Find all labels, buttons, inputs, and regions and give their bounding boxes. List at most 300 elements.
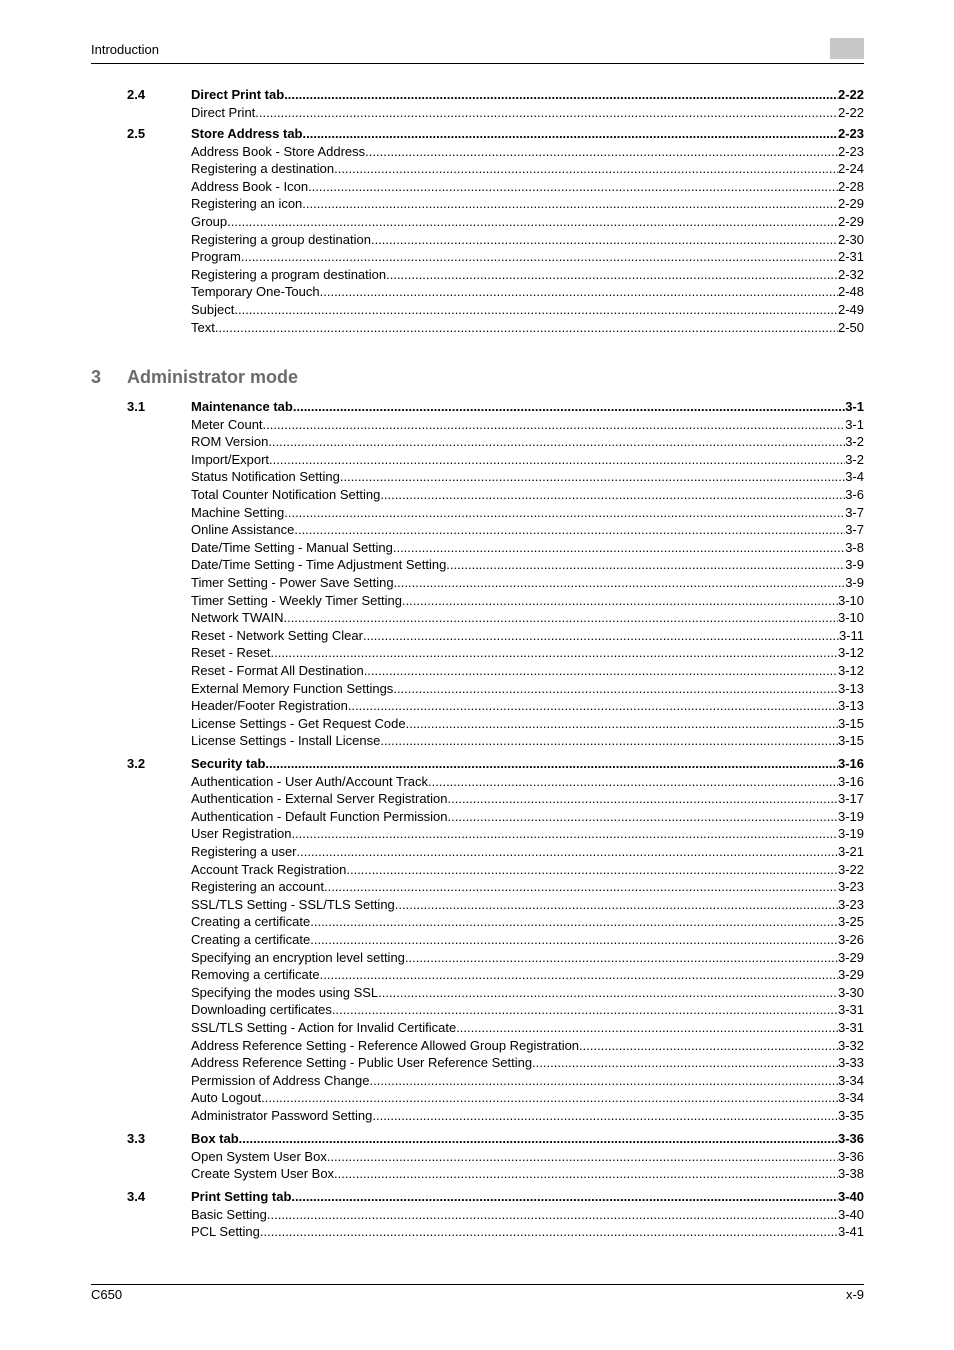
- dot-leader: [234, 301, 838, 319]
- toc-entry: [191, 248, 864, 266]
- toc-item[interactable]: [91, 1054, 864, 1072]
- toc-item-page: 2-24: [837, 161, 864, 177]
- toc-item-page: 3-31: [837, 1019, 864, 1035]
- toc-item-page: 3-30: [837, 984, 864, 1000]
- toc-item[interactable]: [91, 644, 864, 662]
- toc-item-title: Authentication - Default Function Permission: [191, 808, 448, 824]
- toc-entry: [191, 231, 864, 249]
- toc-entry: [191, 416, 864, 434]
- toc-item-page: 2-28: [837, 178, 864, 194]
- toc-item-title: External Memory Function Settings: [191, 680, 394, 696]
- toc-item-title: Program: [191, 249, 241, 265]
- toc-entry: [191, 104, 864, 122]
- toc-item[interactable]: [91, 1019, 864, 1037]
- toc-item-page: 3-10: [837, 592, 864, 608]
- dot-leader: [334, 1165, 838, 1183]
- toc-entry: [191, 808, 864, 826]
- toc-item-title: Registering an account: [191, 879, 324, 895]
- toc-entry: [191, 790, 864, 808]
- section-page: 3-1: [845, 399, 864, 414]
- toc-item-page: 2-29: [837, 196, 864, 212]
- section-page: 3-16: [837, 756, 864, 771]
- dot-leader: [380, 486, 845, 504]
- toc-item-title: Permission of Address Change: [191, 1072, 370, 1088]
- toc-item[interactable]: [91, 1206, 864, 1224]
- toc-item-page: 3-23: [837, 879, 864, 895]
- toc-item[interactable]: [91, 433, 864, 451]
- toc-item-page: 3-9: [845, 557, 864, 573]
- dot-leader: [270, 644, 837, 662]
- toc-section: [91, 398, 864, 750]
- toc-item[interactable]: [91, 539, 864, 557]
- toc-item[interactable]: [91, 556, 864, 574]
- toc-item-page: 3-8: [845, 539, 864, 555]
- toc-item-page: 2-48: [837, 284, 864, 300]
- toc-item[interactable]: [91, 931, 864, 949]
- footer-model: C650: [91, 1287, 123, 1302]
- toc-item-title: License Settings - Install License: [191, 733, 381, 749]
- section-title: Store Address tab: [191, 126, 303, 141]
- toc-item[interactable]: [91, 732, 864, 750]
- toc-item-title: Header/Footer Registration: [191, 698, 348, 714]
- toc-section-heading[interactable]: [91, 125, 864, 143]
- dot-leader: [402, 592, 838, 610]
- toc-item-page: 2-29: [837, 213, 864, 229]
- toc-item-title: Address Book - Icon: [191, 178, 309, 194]
- toc-item-title: Registering a group destination: [191, 231, 371, 247]
- dot-leader: [302, 195, 838, 213]
- dot-leader: [297, 843, 838, 861]
- dot-leader: [303, 125, 838, 143]
- dot-leader: [428, 773, 838, 791]
- header-chapter-tab: [830, 38, 864, 59]
- toc-item[interactable]: [91, 609, 864, 627]
- section-number: 3.2: [127, 756, 146, 771]
- toc-entry: [191, 504, 864, 522]
- toc-item-page: 3-25: [837, 914, 864, 930]
- dot-leader: [372, 1107, 838, 1125]
- toc-entry: [191, 966, 864, 984]
- toc-section-heading[interactable]: [91, 755, 864, 773]
- toc-item-page: 3-31: [837, 1002, 864, 1018]
- toc-entry: [191, 662, 864, 680]
- toc-item[interactable]: [91, 1148, 864, 1166]
- toc-item-page: 3-19: [837, 808, 864, 824]
- dot-leader: [320, 283, 838, 301]
- section-number: 3.3: [127, 1131, 146, 1146]
- dot-leader: [579, 1037, 838, 1055]
- section-title: Direct Print tab: [191, 87, 285, 102]
- toc-item-page: 3-32: [837, 1037, 864, 1053]
- toc-item-title: Administrator Password Setting: [191, 1107, 373, 1123]
- toc-item-page: 3-38: [837, 1166, 864, 1182]
- toc-entry: [191, 195, 864, 213]
- toc-item-title: Registering a destination: [191, 161, 335, 177]
- toc-item[interactable]: [91, 861, 864, 879]
- page-footer: [91, 1284, 864, 1302]
- dot-leader: [294, 521, 845, 539]
- toc-item[interactable]: [91, 790, 864, 808]
- toc-item-page: 3-22: [837, 861, 864, 877]
- toc-entry: [191, 931, 864, 949]
- dot-leader: [393, 539, 845, 557]
- dot-leader: [395, 896, 838, 914]
- toc-item[interactable]: [91, 1001, 864, 1019]
- toc-item-page: 2-32: [837, 266, 864, 282]
- toc-entry: [191, 878, 864, 896]
- toc-item-title: Address Reference Setting - Reference Allowed Group Registration: [191, 1037, 580, 1053]
- toc-item-title: Reset - Reset: [191, 645, 271, 661]
- toc-item-title: Reset - Format All Destination: [191, 662, 364, 678]
- toc-item[interactable]: [91, 178, 864, 196]
- toc-item-title: Subject: [191, 301, 235, 317]
- toc-entry: [191, 896, 864, 914]
- toc-item[interactable]: [91, 715, 864, 733]
- toc-entry: [191, 1223, 864, 1241]
- toc-item-title: Registering a user: [191, 843, 297, 859]
- toc-item-title: SSL/TLS Setting - SSL/TLS Setting: [191, 896, 395, 912]
- toc-item[interactable]: [91, 1107, 864, 1125]
- toc-entry: [191, 773, 864, 791]
- toc-entry: [191, 825, 864, 843]
- dot-leader: [386, 266, 838, 284]
- dot-leader: [308, 178, 838, 196]
- toc-item-page: 3-17: [837, 791, 864, 807]
- toc-item-title: Direct Print: [191, 104, 256, 120]
- toc-item-title: User Registration: [191, 826, 292, 842]
- toc-section-heading[interactable]: [91, 398, 864, 416]
- dot-leader: [406, 715, 838, 733]
- toc-item-page: 3-13: [837, 698, 864, 714]
- toc-item-title: Address Reference Setting - Public User Reference Setting: [191, 1055, 533, 1071]
- toc-entry: [191, 319, 864, 337]
- dot-leader: [291, 1188, 838, 1206]
- dot-leader: [267, 1206, 838, 1224]
- toc-entry: [191, 1037, 864, 1055]
- toc-entry: [191, 486, 864, 504]
- toc-item-page: 3-6: [845, 486, 864, 502]
- dot-leader: [227, 213, 838, 231]
- toc-item-page: 3-23: [837, 896, 864, 912]
- section-title: Security tab: [191, 756, 266, 771]
- toc-item-title: Registering a program destination: [191, 266, 387, 282]
- dot-leader: [334, 160, 838, 178]
- page-header: [91, 41, 864, 64]
- toc-item-title: Creating a certificate: [191, 914, 311, 930]
- toc-item-title: Authentication - User Auth/Account Track: [191, 773, 429, 789]
- toc-item[interactable]: [91, 913, 864, 931]
- toc-item-title: Status Notification Setting: [191, 469, 340, 485]
- dot-leader: [265, 755, 838, 773]
- toc-item[interactable]: [91, 592, 864, 610]
- toc-entry: [191, 627, 864, 645]
- toc-item[interactable]: [91, 416, 864, 434]
- toc-item[interactable]: [91, 195, 864, 213]
- section-entry: [191, 1130, 864, 1148]
- toc-item[interactable]: [91, 266, 864, 284]
- toc-item-page: 3-16: [837, 773, 864, 789]
- toc-item-page: 3-33: [837, 1055, 864, 1071]
- dot-leader: [332, 1001, 838, 1019]
- toc-item-title: Registering an icon: [191, 196, 303, 212]
- toc-item-page: 3-36: [837, 1148, 864, 1164]
- section-number: 2.5: [127, 126, 146, 141]
- toc-item-title: Reset - Network Setting Clear: [191, 627, 363, 643]
- toc-entry: [191, 1206, 864, 1224]
- toc-item-page: 3-7: [845, 504, 864, 520]
- toc-item-page: 3-12: [837, 645, 864, 661]
- toc-item[interactable]: [91, 984, 864, 1002]
- toc-section: [91, 1130, 864, 1183]
- toc-item[interactable]: [91, 104, 864, 122]
- toc-item[interactable]: [91, 521, 864, 539]
- dot-leader: [269, 451, 845, 469]
- toc-entry: [191, 984, 864, 1002]
- toc-item-title: Account Track Registration: [191, 861, 347, 877]
- toc-entry: [191, 609, 864, 627]
- toc-item[interactable]: [91, 486, 864, 504]
- chapter-number: 3: [91, 367, 102, 387]
- toc-item-page: 3-15: [837, 715, 864, 731]
- dot-leader: [215, 319, 838, 337]
- toc-item-title: Text: [191, 319, 215, 335]
- toc-entry: [191, 697, 864, 715]
- section-page: 3-36: [837, 1131, 864, 1146]
- toc-item[interactable]: [91, 231, 864, 249]
- toc-section: [91, 755, 864, 1124]
- toc-item-title: Basic Setting: [191, 1206, 267, 1222]
- dot-leader: [371, 231, 838, 249]
- toc-item[interactable]: [91, 1089, 864, 1107]
- toc-item-page: 3-34: [837, 1090, 864, 1106]
- toc-item-title: Network TWAIN: [191, 610, 284, 626]
- dot-leader: [324, 878, 838, 896]
- dot-leader: [283, 609, 838, 627]
- toc-item[interactable]: [91, 697, 864, 715]
- toc-item[interactable]: [91, 213, 864, 231]
- toc-entry: [191, 266, 864, 284]
- toc-section-heading[interactable]: [91, 86, 864, 104]
- toc-entry: [191, 521, 864, 539]
- toc-entry: [191, 213, 864, 231]
- toc-entry: [191, 861, 864, 879]
- dot-leader: [340, 468, 845, 486]
- section-page: 3-40: [837, 1189, 864, 1204]
- toc-item-page: 3-10: [837, 610, 864, 626]
- toc-item-title: Meter Count: [191, 416, 263, 432]
- dot-leader: [394, 574, 846, 592]
- toc-entry: [191, 1019, 864, 1037]
- toc-item-page: 3-13: [837, 680, 864, 696]
- toc-entry: [191, 1001, 864, 1019]
- toc-item[interactable]: [91, 1165, 864, 1183]
- toc-item-title: Machine Setting: [191, 504, 285, 520]
- dot-leader: [261, 1089, 838, 1107]
- dot-leader: [456, 1019, 838, 1037]
- toc-item-page: 3-12: [837, 662, 864, 678]
- toc-item-page: 3-29: [837, 949, 864, 965]
- toc-item-page: 2-23: [837, 143, 864, 159]
- toc-item[interactable]: [91, 504, 864, 522]
- toc-item[interactable]: [91, 574, 864, 592]
- toc-entry: [191, 949, 864, 967]
- toc-item[interactable]: [91, 143, 864, 161]
- section-title: Box tab: [191, 1131, 239, 1146]
- dot-leader: [255, 104, 838, 122]
- dot-leader: [310, 931, 838, 949]
- dot-leader: [284, 86, 838, 104]
- toc-item-page: 3-40: [837, 1206, 864, 1222]
- dot-leader: [268, 433, 845, 451]
- dot-leader: [293, 398, 845, 416]
- toc-section: [91, 1188, 864, 1241]
- toc-item-title: Specifying the modes using SSL: [191, 984, 379, 1000]
- toc-item[interactable]: [91, 662, 864, 680]
- toc-item-title: Create System User Box: [191, 1166, 335, 1182]
- toc-item[interactable]: [91, 1223, 864, 1241]
- section-entry: [191, 125, 864, 143]
- toc-section-heading[interactable]: [91, 1188, 864, 1206]
- toc-item-title: Address Book - Store Address: [191, 143, 366, 159]
- toc-entry: [191, 1148, 864, 1166]
- toc-item-page: 3-7: [845, 522, 864, 538]
- toc-item-title: Open System User Box: [191, 1148, 327, 1164]
- dot-leader: [310, 913, 838, 931]
- toc-item-title: License Settings - Get Request Code: [191, 715, 406, 731]
- toc-item-page: 3-34: [837, 1072, 864, 1088]
- toc-item-title: Timer Setting - Weekly Timer Setting: [191, 592, 402, 608]
- dot-leader: [284, 504, 845, 522]
- toc-item-title: Downloading certificates: [191, 1002, 332, 1018]
- toc-item-page: 3-1: [845, 416, 864, 432]
- toc-item-title: Temporary One-Touch: [191, 284, 320, 300]
- dot-leader: [346, 861, 838, 879]
- toc-item[interactable]: [91, 160, 864, 178]
- section-entry: [191, 86, 864, 104]
- toc-item[interactable]: [91, 949, 864, 967]
- toc-item-title: Online Assistance: [191, 522, 295, 538]
- toc-item[interactable]: [91, 627, 864, 645]
- toc-item[interactable]: [91, 878, 864, 896]
- toc-item-page: 3-4: [845, 469, 864, 485]
- toc-entry: [191, 301, 864, 319]
- section-page: 2-22: [837, 87, 864, 102]
- dot-leader: [327, 1148, 838, 1166]
- dot-leader: [241, 248, 838, 266]
- toc-item[interactable]: [91, 319, 864, 337]
- section-page: 2-23: [837, 126, 864, 141]
- toc-item-page: 3-11: [838, 627, 864, 643]
- toc-item[interactable]: [91, 451, 864, 469]
- toc-item[interactable]: [91, 283, 864, 301]
- toc-item-page: 3-19: [837, 826, 864, 842]
- toc-item-page: 3-2: [845, 451, 864, 467]
- footer-page-number: x-9: [845, 1287, 864, 1302]
- section-number: 3.1: [127, 399, 146, 414]
- toc-section: [91, 86, 864, 121]
- toc-item-page: 3-41: [837, 1224, 864, 1240]
- toc-item[interactable]: [91, 896, 864, 914]
- toc-entry: [191, 283, 864, 301]
- toc-item-title: Authentication - External Server Registration: [191, 791, 448, 807]
- toc-item-title: Creating a certificate: [191, 931, 311, 947]
- toc-item-title: Date/Time Setting - Manual Setting: [191, 539, 393, 555]
- dot-leader: [380, 732, 838, 750]
- toc-item[interactable]: [91, 1072, 864, 1090]
- dot-leader: [393, 680, 838, 698]
- section-number: 2.4: [127, 87, 146, 102]
- toc-item-title: Import/Export: [191, 451, 270, 467]
- toc-item-page: 3-15: [837, 733, 864, 749]
- toc-item-title: Removing a certificate: [191, 967, 320, 983]
- dot-leader: [365, 143, 838, 161]
- dot-leader: [369, 1072, 837, 1090]
- dot-leader: [348, 697, 838, 715]
- toc-item-page: 2-50: [837, 319, 864, 335]
- section-entry: [191, 398, 864, 416]
- toc-section-heading[interactable]: [91, 1130, 864, 1148]
- toc-item-page: 3-29: [837, 967, 864, 983]
- toc-item-title: ROM Version: [191, 434, 269, 450]
- dot-leader: [364, 662, 838, 680]
- dot-leader: [260, 1223, 838, 1241]
- toc-item-title: Timer Setting - Power Save Setting: [191, 574, 394, 590]
- toc-item[interactable]: [91, 1037, 864, 1055]
- toc-item-title: Specifying an encryption level setting: [191, 949, 405, 965]
- toc-entry: [191, 732, 864, 750]
- toc-item-page: 3-2: [845, 434, 864, 450]
- toc-item[interactable]: [91, 966, 864, 984]
- toc-entry: [191, 1107, 864, 1125]
- dot-leader: [378, 984, 838, 1002]
- toc-item-title: SSL/TLS Setting - Action for Invalid Certificate: [191, 1019, 457, 1035]
- dot-leader: [448, 790, 838, 808]
- header-title: Introduction: [91, 42, 159, 57]
- dot-leader: [239, 1130, 838, 1148]
- section-entry: [191, 755, 864, 773]
- toc-entry: [191, 143, 864, 161]
- toc-item[interactable]: [91, 301, 864, 319]
- toc-item[interactable]: [91, 773, 864, 791]
- toc-entry: [191, 644, 864, 662]
- chapter-title: Administrator mode: [127, 367, 299, 387]
- toc-item-title: Auto Logout: [191, 1090, 262, 1106]
- dot-leader: [320, 966, 838, 984]
- toc-item[interactable]: [91, 825, 864, 843]
- toc-entry: [191, 433, 864, 451]
- toc-item[interactable]: [91, 843, 864, 861]
- dot-leader: [263, 416, 846, 434]
- toc-item[interactable]: [91, 680, 864, 698]
- toc-item-title: PCL Setting: [191, 1224, 260, 1240]
- toc-entry: [191, 539, 864, 557]
- section-entry: [191, 1188, 864, 1206]
- toc-item[interactable]: [91, 808, 864, 826]
- toc-item-page: 3-35: [837, 1107, 864, 1123]
- toc-item-page: 3-26: [837, 931, 864, 947]
- section-title: Maintenance tab: [191, 399, 293, 414]
- toc-entry: [191, 1165, 864, 1183]
- section-title: Print Setting tab: [191, 1189, 292, 1204]
- toc-entry: [191, 680, 864, 698]
- toc-entry: [191, 1054, 864, 1072]
- toc-entry: [191, 451, 864, 469]
- toc-entry: [191, 1072, 864, 1090]
- toc-item[interactable]: [91, 248, 864, 266]
- toc-item-page: 3-21: [837, 843, 864, 859]
- toc-item[interactable]: [91, 468, 864, 486]
- toc-item-title: Date/Time Setting - Time Adjustment Setting: [191, 557, 447, 573]
